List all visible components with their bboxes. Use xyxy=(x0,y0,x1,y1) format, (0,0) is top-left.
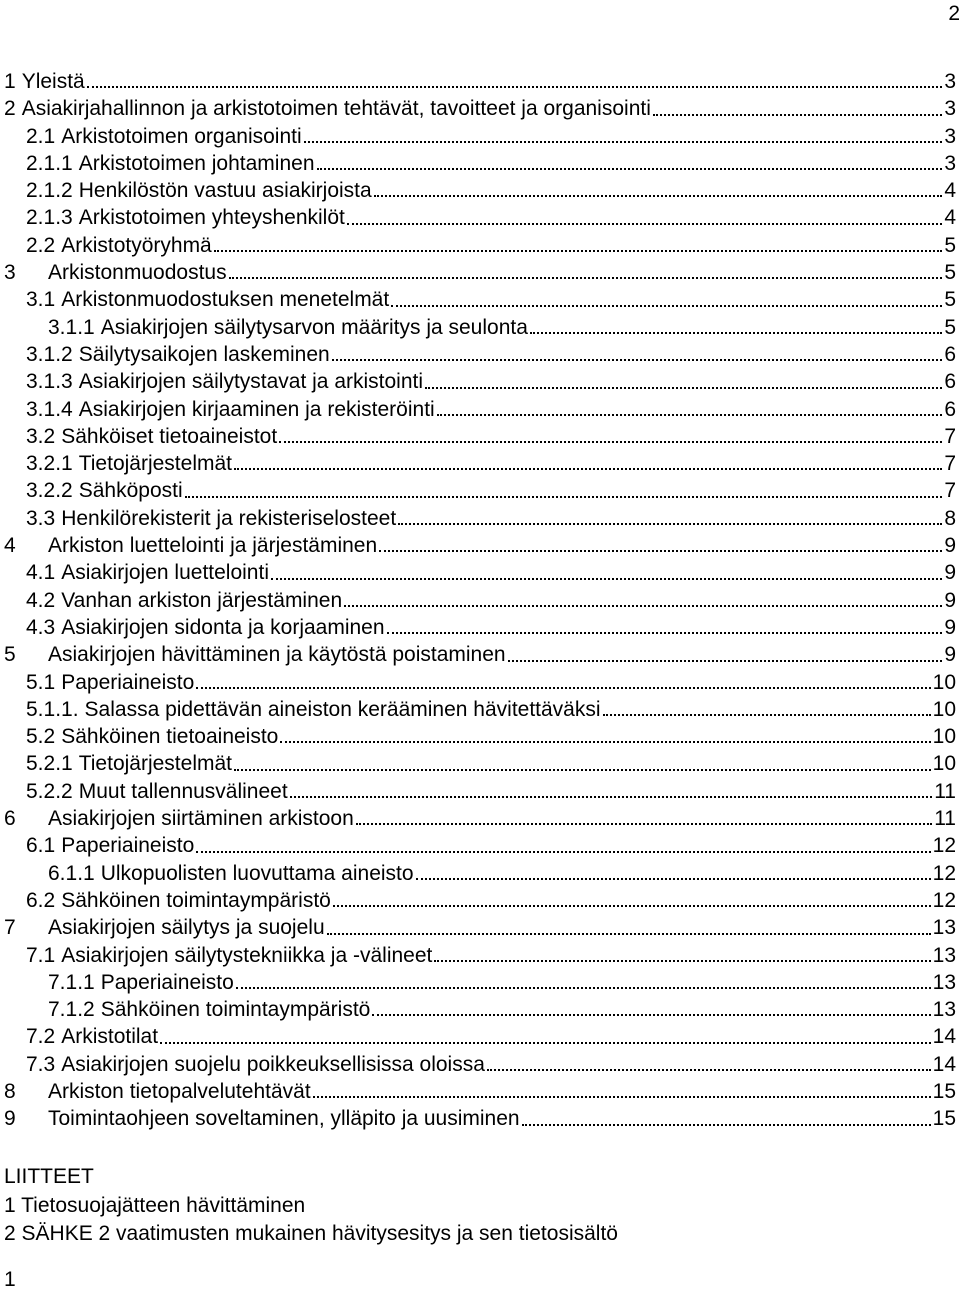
toc-entry[interactable] xyxy=(0,860,956,887)
toc-entry-number: 6 xyxy=(4,807,16,831)
dot-leader xyxy=(437,413,943,416)
toc-entry[interactable] xyxy=(0,614,956,641)
toc-entry-page: 6 xyxy=(944,342,956,366)
toc-entry[interactable] xyxy=(0,368,956,395)
toc-entry[interactable] xyxy=(0,314,956,341)
toc-entry[interactable] xyxy=(0,423,956,450)
toc-entry-title: Asiakirjojen sidonta ja korjaaminen xyxy=(61,615,385,639)
appendices-heading: LIITTEET xyxy=(4,1165,94,1188)
toc-entry-number: 2.1.1 xyxy=(26,151,73,175)
toc-entry[interactable] xyxy=(0,1051,956,1078)
toc-entry[interactable] xyxy=(0,723,956,750)
toc-entry[interactable] xyxy=(0,559,956,586)
dot-leader xyxy=(434,959,930,962)
toc-entry[interactable] xyxy=(0,832,956,859)
dot-leader xyxy=(356,822,932,825)
dot-leader xyxy=(344,604,942,607)
toc-entry-page: 10 xyxy=(932,752,956,776)
toc-entry[interactable] xyxy=(0,396,956,423)
toc-entry[interactable] xyxy=(0,887,956,914)
toc-entry-title: Asiakirjojen säilytysarvon määritys ja seulonta xyxy=(100,315,528,339)
dot-leader xyxy=(214,249,943,252)
toc-entry-page: 5 xyxy=(944,288,956,312)
toc-entry-page: 5 xyxy=(944,233,956,257)
dot-leader xyxy=(196,686,930,689)
dot-leader xyxy=(522,1123,931,1126)
dot-leader xyxy=(304,140,943,143)
toc-entry-title: Arkistotilat xyxy=(61,1025,159,1049)
toc-entry[interactable] xyxy=(0,95,956,122)
toc-entry-page: 14 xyxy=(932,1025,956,1049)
toc-entry-number: 7.3 xyxy=(26,1052,56,1076)
appendix-item: 2 SÄHKE 2 vaatimusten mukainen hävitysesitys ja sen tietosisältö xyxy=(4,1222,618,1245)
toc-entry-page: 10 xyxy=(932,670,956,694)
toc-entry[interactable] xyxy=(0,805,956,832)
toc-entry-number: 3.1.3 xyxy=(26,370,73,394)
toc-entry-page: 4 xyxy=(944,179,956,203)
toc-entry-title: Asiakirjojen säilytys ja suojelu xyxy=(48,916,325,940)
toc-entry-number: 3 xyxy=(4,261,16,285)
toc-entry[interactable] xyxy=(0,450,956,477)
toc-entry-page: 8 xyxy=(944,506,956,530)
toc-entry-page: 9 xyxy=(944,561,956,585)
toc-entry-page: 10 xyxy=(932,725,956,749)
toc-entry-number: 2.1 xyxy=(26,124,56,148)
toc-entry-title: Arkistotoimen organisointi xyxy=(61,124,302,148)
toc-entry-number: 8 xyxy=(4,1079,16,1103)
toc-entry[interactable] xyxy=(0,259,956,286)
dot-leader xyxy=(333,904,931,907)
dot-leader xyxy=(290,795,933,798)
toc-entry-number: 7.1.2 xyxy=(48,998,95,1022)
toc-entry-title: Arkistotyöryhmä xyxy=(61,233,212,257)
toc-entry-number: 5.2.2 xyxy=(26,779,73,803)
toc-entry-title: Asiakirjojen säilytystekniikka ja -välineet xyxy=(61,943,433,967)
toc-entry-number: 3.1.1 xyxy=(48,315,95,339)
toc-entry[interactable] xyxy=(0,177,956,204)
toc-entry-number: 5.2 xyxy=(26,725,56,749)
dot-leader xyxy=(185,495,943,498)
toc-entry-number: 3.1.2 xyxy=(26,342,73,366)
toc-entry-title: Säilytysaikojen laskeminen xyxy=(78,342,330,366)
toc-entry-title: Arkistonmuodostus xyxy=(48,261,227,285)
dot-leader xyxy=(234,467,942,470)
toc-entry-number: 5 xyxy=(4,643,16,667)
toc-entry-title: Ulkopuolisten luovuttama aineisto xyxy=(100,861,414,885)
toc-entry-number: 7.1 xyxy=(26,943,56,967)
toc-entry-number: 6.1 xyxy=(26,834,56,858)
toc-entry-title: Sähköiset tietoaineistot xyxy=(61,424,278,448)
toc-entry-title: Asiakirjahallinnon ja arkistotoimen tehtävät, tavoitteet ja organisointi xyxy=(21,97,651,121)
toc-entry-number: 3.2.1 xyxy=(26,452,73,476)
toc-entry[interactable] xyxy=(0,778,956,805)
dot-leader xyxy=(387,631,943,634)
appendix-item: 1 Tietosuojajätteen hävittäminen xyxy=(4,1193,306,1217)
toc-entry-page: 12 xyxy=(932,888,956,912)
dot-leader xyxy=(487,1068,931,1071)
dot-leader xyxy=(425,386,942,389)
toc-entry-number: 2 xyxy=(4,97,16,121)
toc-entry-title: Arkistotoimen yhteyshenkilöt xyxy=(78,206,345,230)
dot-leader xyxy=(234,768,931,771)
toc-entry-page: 13 xyxy=(932,916,956,940)
toc-entry-page: 3 xyxy=(944,151,956,175)
toc-entry[interactable] xyxy=(0,286,956,313)
toc-entry[interactable] xyxy=(0,232,956,259)
toc-entry[interactable] xyxy=(0,341,956,368)
toc-entry-page: 15 xyxy=(932,1079,956,1103)
toc-entry-page: 13 xyxy=(932,998,956,1022)
toc-entry[interactable] xyxy=(0,914,956,941)
dot-leader xyxy=(379,549,942,552)
toc-entry[interactable] xyxy=(0,587,956,614)
dot-leader xyxy=(416,877,931,880)
toc-entry-title: Tietojärjestelmät xyxy=(78,752,232,776)
toc-entry-page: 3 xyxy=(944,124,956,148)
toc-entry[interactable] xyxy=(0,477,956,504)
dot-leader xyxy=(653,113,942,116)
toc-entry[interactable] xyxy=(0,123,956,150)
dot-leader xyxy=(398,522,942,525)
toc-entry-page: 3 xyxy=(944,70,956,93)
dot-leader xyxy=(196,850,930,853)
toc-entry-number: 3.1.4 xyxy=(26,397,73,421)
toc-entry-number: 4.2 xyxy=(26,588,56,612)
toc-entry-title: Vanhan arkiston järjestäminen xyxy=(61,588,343,612)
toc-entry-title: Sähköinen toimintaympäristö xyxy=(100,998,371,1022)
toc-entry-title: Paperiaineisto xyxy=(61,670,195,694)
dot-leader xyxy=(313,1095,931,1098)
toc-entry-number: 2.2 xyxy=(26,233,56,257)
toc-entry-number: 2.1.3 xyxy=(26,206,73,230)
toc-entry[interactable] xyxy=(0,696,956,723)
dot-leader xyxy=(391,304,942,307)
toc-entry-title: Asiakirjojen suojelu poikkeuksellisissa oloissa xyxy=(61,1052,485,1076)
dot-leader xyxy=(347,222,942,225)
toc-entry-page: 6 xyxy=(944,370,956,394)
toc-entry[interactable] xyxy=(0,1105,956,1132)
toc-entry-page: 4 xyxy=(944,206,956,230)
dot-leader xyxy=(236,986,931,989)
toc-entry-number: 3.3 xyxy=(26,506,56,530)
dot-leader xyxy=(327,932,931,935)
dot-leader xyxy=(160,1041,931,1044)
toc-entry-title: Asiakirjojen säilytystavat ja arkistointi xyxy=(78,370,424,394)
toc-entry-page: 10 xyxy=(932,697,956,721)
toc-entry-page: 9 xyxy=(944,534,956,558)
toc-entry-title: Asiakirjojen siirtäminen arkistoon xyxy=(48,807,354,831)
dot-leader xyxy=(229,276,943,279)
appendices-section xyxy=(4,1163,618,1249)
toc-entry[interactable] xyxy=(0,996,956,1023)
toc-entry[interactable] xyxy=(0,969,956,996)
toc-entry-page: 5 xyxy=(944,261,956,285)
toc-entry-page: 13 xyxy=(932,943,956,967)
toc-entry-page: 12 xyxy=(932,834,956,858)
toc-entry-page: 15 xyxy=(932,1107,956,1131)
table-of-contents xyxy=(0,68,956,1133)
toc-entry-title: Arkistonmuodostuksen menetelmät xyxy=(61,288,390,312)
toc-entry-title: Sähköposti xyxy=(78,479,183,503)
dot-leader xyxy=(279,440,942,443)
toc-entry-page: 7 xyxy=(944,424,956,448)
toc-entry-title: Asiakirjojen luettelointi xyxy=(61,561,269,585)
toc-entry[interactable] xyxy=(0,1078,956,1105)
toc-entry-number: 9 xyxy=(4,1107,16,1131)
toc-entry-page: 3 xyxy=(944,97,956,121)
toc-entry-title: Paperiaineisto xyxy=(100,970,234,994)
toc-entry-page: 9 xyxy=(944,588,956,612)
dot-leader xyxy=(87,85,943,88)
toc-entry-number: 7 xyxy=(4,916,16,940)
toc-entry[interactable] xyxy=(0,641,956,668)
toc-entry[interactable] xyxy=(0,204,956,231)
toc-entry-page: 9 xyxy=(944,615,956,639)
toc-entry-page: 11 xyxy=(934,807,956,831)
toc-entry-title: Toimintaohjeen soveltaminen, ylläpito ja uusiminen xyxy=(48,1107,520,1131)
toc-entry-number: 4.3 xyxy=(26,615,56,639)
toc-entry[interactable] xyxy=(0,150,956,177)
dot-leader xyxy=(603,713,931,716)
dot-leader xyxy=(374,194,943,197)
dot-leader xyxy=(372,1013,930,1016)
toc-entry-title: Arkiston tietopalvelutehtävät xyxy=(48,1079,311,1103)
toc-entry[interactable] xyxy=(0,750,956,777)
dot-leader xyxy=(317,167,943,170)
dot-leader xyxy=(508,659,943,662)
dot-leader xyxy=(332,358,943,361)
toc-entry-number: 2.1.2 xyxy=(26,179,73,203)
footnote-marker: 1 xyxy=(4,1268,16,1291)
toc-entry[interactable] xyxy=(0,532,956,559)
toc-entry[interactable] xyxy=(0,505,956,532)
toc-entry-number: 4.1 xyxy=(26,561,56,585)
toc-entry-number: 6.1.1 xyxy=(48,861,95,885)
toc-entry[interactable] xyxy=(0,1023,956,1050)
toc-entry-page: 13 xyxy=(932,970,956,994)
toc-entry-title: Muut tallennusvälineet xyxy=(78,779,288,803)
toc-entry-title: Asiakirjojen hävittäminen ja käytöstä poistaminen xyxy=(48,643,506,667)
toc-entry-number: 5.2.1 xyxy=(26,752,73,776)
toc-entry[interactable] xyxy=(0,68,956,95)
toc-entry-page: 12 xyxy=(932,861,956,885)
toc-entry[interactable] xyxy=(0,942,956,969)
dot-leader xyxy=(280,740,930,743)
toc-entry-number: 6.2 xyxy=(26,888,56,912)
toc-entry-title: Henkilörekisterit ja rekisteriselosteet xyxy=(61,506,397,530)
toc-entry-page: 6 xyxy=(944,397,956,421)
toc-entry-title: Paperiaineisto xyxy=(61,834,195,858)
toc-entry-title: Arkistotoimen johtaminen xyxy=(78,151,315,175)
toc-entry-number: 3.2.2 xyxy=(26,479,73,503)
toc-entry-title: Asiakirjojen kirjaaminen ja rekisteröinti xyxy=(78,397,435,421)
toc-entry-title: Tietojärjestelmät xyxy=(78,452,232,476)
toc-entry-page: 14 xyxy=(932,1052,956,1076)
toc-entry-number: 3.2 xyxy=(26,424,56,448)
toc-entry-number: 1 xyxy=(4,70,16,93)
toc-entry-number: 3.1 xyxy=(26,288,56,312)
toc-entry-number: 7.2 xyxy=(26,1025,56,1049)
toc-entry-page: 5 xyxy=(944,315,956,339)
dot-leader xyxy=(271,577,942,580)
toc-entry-number: 5.1 xyxy=(26,670,56,694)
toc-entry-title: Yleistä xyxy=(21,70,85,93)
toc-entry-title: Henkilöstön vastuu asiakirjoista xyxy=(78,179,372,203)
toc-entry-title: Sähköinen toimintaympäristö xyxy=(61,888,331,912)
toc-entry-number: 7.1.1 xyxy=(48,970,95,994)
toc-entry[interactable] xyxy=(0,669,956,696)
dot-leader xyxy=(530,331,942,334)
toc-entry-page: 11 xyxy=(934,779,956,803)
toc-entry-page: 9 xyxy=(944,643,956,667)
toc-entry-title: Salassa pidettävän aineiston kerääminen hävitettäväksi xyxy=(84,697,601,721)
toc-entry-number: 5.1.1. xyxy=(26,697,79,721)
toc-entry-page: 7 xyxy=(944,452,956,476)
page-number: 2 xyxy=(948,2,960,25)
toc-entry-number: 4 xyxy=(4,534,16,558)
toc-entry-title: Sähköinen tietoaineisto xyxy=(61,725,279,749)
toc-entry-title: Arkiston luettelointi ja järjestäminen xyxy=(48,534,378,558)
toc-entry-page: 7 xyxy=(944,479,956,503)
